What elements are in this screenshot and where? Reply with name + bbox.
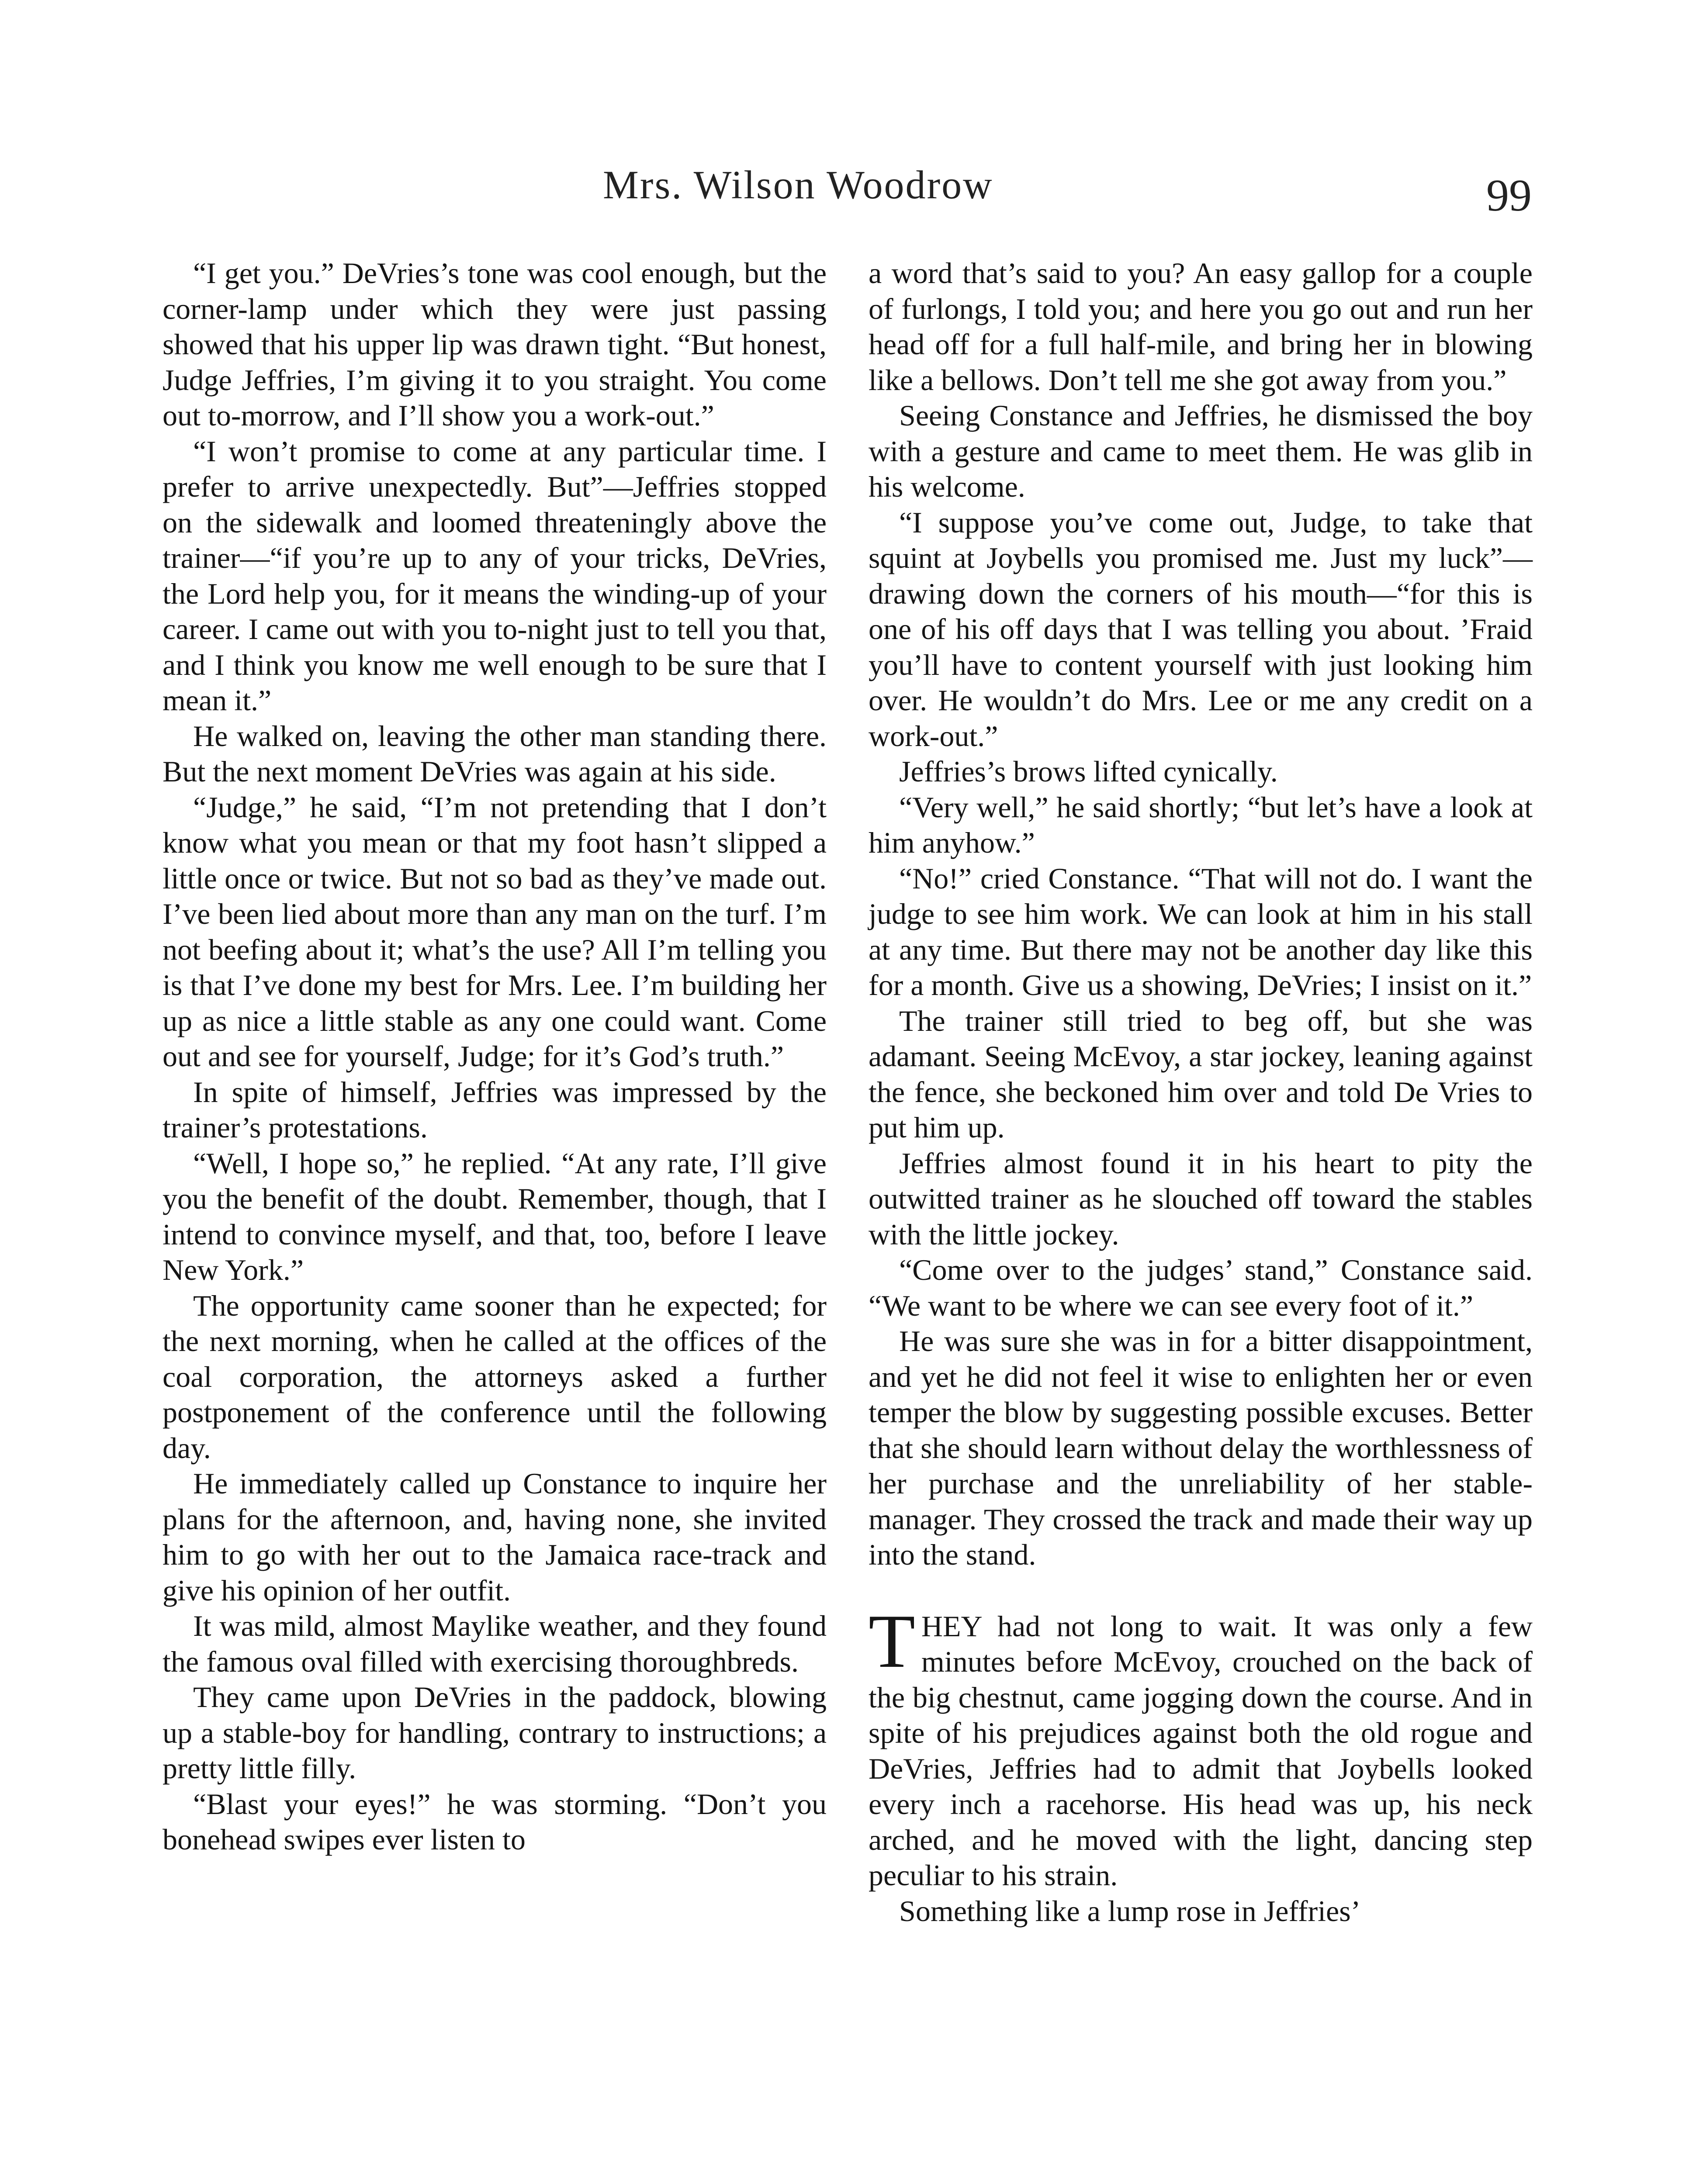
paragraph: “I suppose you’ve come out, Judge, to take that squint at Joybells you promised me. Just my luck”—drawing down the corners of his mouth—“for this is one of his off days that I was telling you about. ’Fraid you’ll have to content yourself with just looking him over. He wouldn’t do Mrs. Lee or me any credit on a work-out.” — [869, 505, 1533, 753]
drop-cap: T — [869, 1598, 915, 1683]
left-text-column — [163, 256, 827, 1858]
section-opening-paragraph — [869, 1598, 1533, 1894]
paragraph: “Blast your eyes!” he was storming. “Don’t you bonehead swipes ever listen to — [163, 1787, 827, 1856]
paragraph: He was sure she was in for a bitter disappointment, and yet he did not feel it wise to enlighten her or even temper the blow by suggesting possible excuses. Better that she should learn without delay the worthlessness of her purchase and the unreliability of her stable-manager. They crossed the track and made their way up into the stand. — [869, 1324, 1533, 1571]
paragraph: He walked on, leaving the other man standing there. But the next moment DeVries was again at his side. — [163, 719, 827, 788]
paragraph: The trainer still tried to beg off, but she was adamant. Seeing McEvoy, a star jockey, leaning against the fence, she beckoned him over and told De Vries to put him up. — [869, 1004, 1533, 1144]
paragraph: Seeing Constance and Jeffries, he dismissed the boy with a gesture and came to meet them. He was glib in his welcome. — [869, 399, 1533, 503]
paragraph: Jeffries’s brows lifted cynically. — [899, 755, 1278, 788]
paragraph: “I won’t promise to come at any particular time. I prefer to arrive unexpectedly. But”—Jeffries stopped on the sidewalk and loomed threateningly above the trainer—“if you’re up to any of your tricks, DeVries, the Lord help you, for it means the winding-up of your career. I came out with you to-night just to tell you that, and I think you know me well enough to be sure that I mean it.” — [163, 434, 827, 717]
paragraph: It was mild, almost Maylike weather, and they found the famous oval filled with exercising thoroughbreds. — [163, 1609, 827, 1678]
author-running-title: Mrs. Wilson Woodrow — [603, 162, 993, 207]
paragraph: “Come over to the judges’ stand,” Constance said. “We want to be where we can see every foot of it.” — [869, 1253, 1533, 1322]
paragraph: “No!” cried Constance. “That will not do. I want the judge to see him work. We can look at him in his stall at any time. But there may not be another day like this for a month. Give us a showing, DeVries; I insist on it.” — [869, 861, 1533, 1002]
paragraph: They came upon DeVries in the paddock, blowing up a stable-boy for handling, contrary to instructions; a pretty little filly. — [163, 1680, 827, 1785]
paragraph: “Very well,” he said shortly; “but let’s have a look at him anyhow.” — [869, 790, 1533, 859]
paragraph: The opportunity came sooner than he expected; for the next morning, when he called at the offices of the coal corporation, the attorneys asked a further postponement of the conference until the following day. — [163, 1289, 827, 1465]
running-head — [0, 162, 1689, 221]
paragraph: In spite of himself, Jeffries was impressed by the trainer’s protestations. — [163, 1075, 827, 1144]
page-number: 99 — [1486, 170, 1532, 221]
paragraph: Jeffries almost found it in his heart to pity the outwitted trainer as he slouched off toward the stables with the little jockey. — [869, 1146, 1533, 1251]
paragraph: “Judge,” he said, “I’m not pretending that I don’t know what you mean or that my foot hasn’t slipped a little once or twice. But not so bad as they’ve made out. I’ve been lied about more than any man on the turf. I’m not beefing about it; what’s the use? All I’m telling you is that I’ve done my best for Mrs. Lee. I’m building her up as nice a little stable as any one could want. Come out and see for yourself, Judge; for it’s God’s truth.” — [163, 790, 827, 1073]
paragraph: “Well, I hope so,” he replied. “At any rate, I’ll give you the benefit of the doubt. Remember, though, that I intend to convince myself, and that, too, before I leave New York.” — [163, 1146, 827, 1286]
section-opening-text: HEY had not long to wait. It was only a few minutes before McEvoy, crouched on the back of the big chestnut, came jogging down the course. And in spite of his prejudices against both the old rogue and DeVries, Jeffries had to admit that Joybells looked every inch a racehorse. His head was up, his neck arched, and he moved with the light, dancing step peculiar to his strain. — [869, 1609, 1533, 1892]
paragraph: “I get you.” DeVries’s tone was cool enough, but the corner-lamp under which they were just passing showed that his upper lip was drawn tight. “But honest, Judge Jeffries, I’m giving it to you straight. You come out to-morrow, and I’ll show you a work-out.” — [163, 256, 827, 432]
continued-paragraph: a word that’s said to you? An easy gallop for a couple of furlongs, I told you; and here you go out and run her head off for a full half-mile, and bring her in blowing like a bellows. Don’t tell me she got away from you.” — [869, 256, 1533, 397]
right-text-column — [869, 256, 1533, 1929]
paragraph: He immediately called up Constance to inquire her plans for the afternoon, and, having none, she invited him to go with her out to the Jamaica race-track and give his opinion of her outfit. — [163, 1467, 827, 1607]
paragraph: Something like a lump rose in Jeffries’ — [899, 1894, 1361, 1928]
